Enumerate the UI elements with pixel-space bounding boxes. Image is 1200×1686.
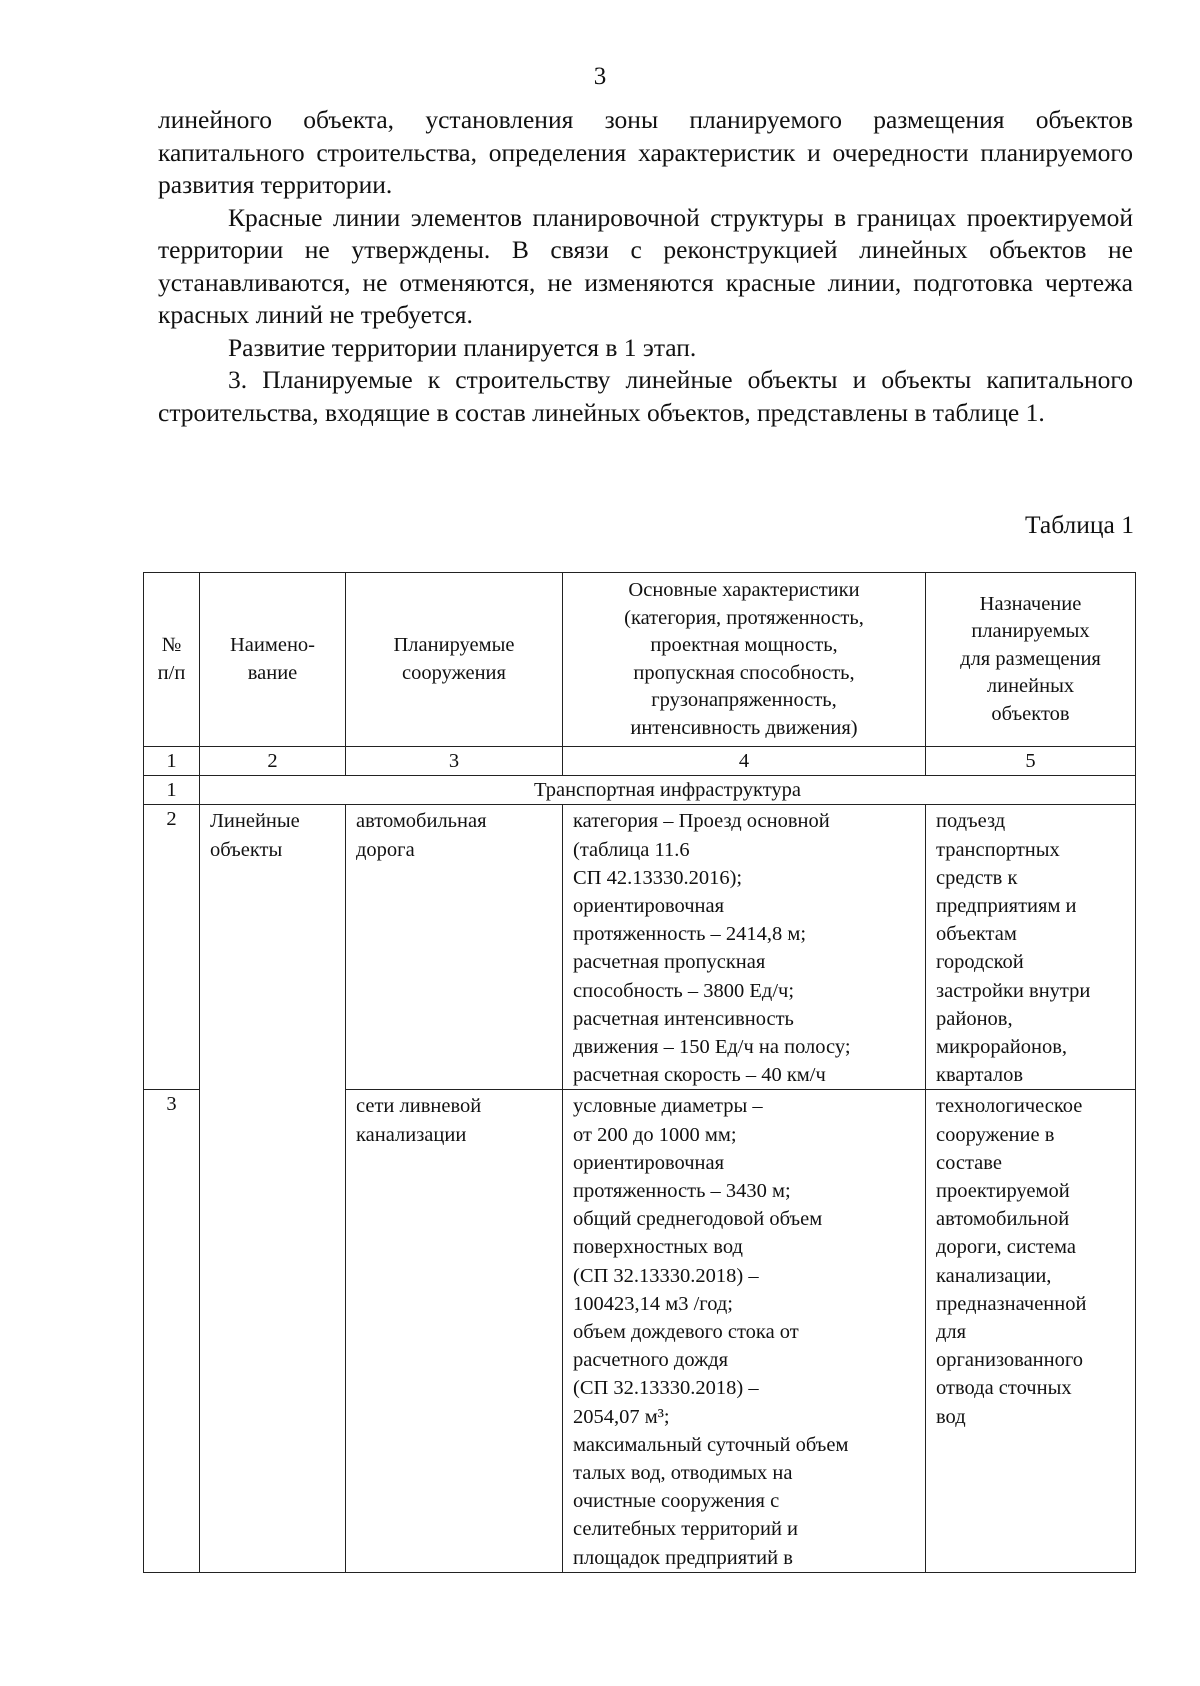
row-structure: сети ливневой канализации <box>346 1090 563 1572</box>
section-title: Транспортная инфраструктура <box>200 776 1136 805</box>
row-purpose: технологическое сооружение в составе проектируемой автомобильной дороги, система канализации, предназначенной для организованного отвода сточных вод <box>926 1090 1136 1572</box>
row-characteristics: условные диаметры – от 200 до 1000 мм; ориентировочная протяженность – 3430 м; общий среднегодовой объем поверхностных вод (СП 32.13330.2018) – 100423,14 м3 /год; объем дождевого стока от расчетного дождя (СП 32.13330.2018) – 2054,07 м³; максимальный суточный объем талых вод, отводимых на очистные сооружения с селитебных территорий и площадок предприятий в <box>563 1090 926 1572</box>
header-purpose: Назначение планируемых для размещения линейных объектов <box>926 573 1136 747</box>
paragraph-3: Развитие территории планируется в 1 этап. <box>228 332 697 362</box>
column-number-row <box>144 747 1136 776</box>
row-structure: автомобильная дорога <box>346 805 563 1090</box>
row-number: 2 <box>144 805 200 1090</box>
paragraph-2: Красные линии элементов планировочной структуры в границах проектируемой территории не утверждены. В связи с реконструкцией линейных объектов не устанавливаются, не отменяются, не изменяются красные линии, подготовка чертежа красных линий не требуется. <box>158 202 1133 329</box>
row-purpose: подъезд транспортных средств к предприятиям и объектам городской застройки внутри районов, микрорайонов, кварталов <box>926 805 1136 1090</box>
column-number: 3 <box>346 747 563 776</box>
table-1 <box>143 572 1136 1573</box>
section-number: 1 <box>144 776 200 805</box>
table-caption: Таблица 1 <box>1024 510 1134 539</box>
header-characteristics: Основные характеристики (категория, протяженность, проектная мощность, пропускная способность, грузонапряженность, интенсивность движения) <box>563 573 926 747</box>
row-number: 3 <box>144 1090 200 1572</box>
header-structures: Планируемые сооружения <box>346 573 563 747</box>
paragraph-4: 3. Планируемые к строительству линейные объекты и объекты капитального строительства, входящие в состав линейных объектов, представлены в таблице 1. <box>158 365 1133 427</box>
column-number: 2 <box>200 747 346 776</box>
row-characteristics: категория – Проезд основной (таблица 11.6 СП 42.13330.2016); ориентировочная протяженность – 2414,8 м; расчетная пропускная способность – 3800 Ед/ч; расчетная интенсивность движения – 150 Ед/ч на полосу; расчетная скорость – 40 км/ч <box>563 805 926 1090</box>
column-number: 1 <box>144 747 200 776</box>
page-number: 3 <box>593 63 607 90</box>
section-row <box>144 776 1136 805</box>
paragraph-1: линейного объекта, установления зоны планируемого размещения объектов капитального строительства, определения характеристик и очередности планируемого развития территории. <box>158 105 1133 199</box>
header-name: Наимено- вание <box>200 573 346 747</box>
header-number: № п/п <box>144 573 200 747</box>
column-number: 4 <box>563 747 926 776</box>
row-name: Линейные объекты <box>200 805 346 1572</box>
body-text <box>158 104 1133 429</box>
table-header-row <box>144 573 1136 747</box>
column-number: 5 <box>926 747 1136 776</box>
table-row <box>144 805 1136 1090</box>
